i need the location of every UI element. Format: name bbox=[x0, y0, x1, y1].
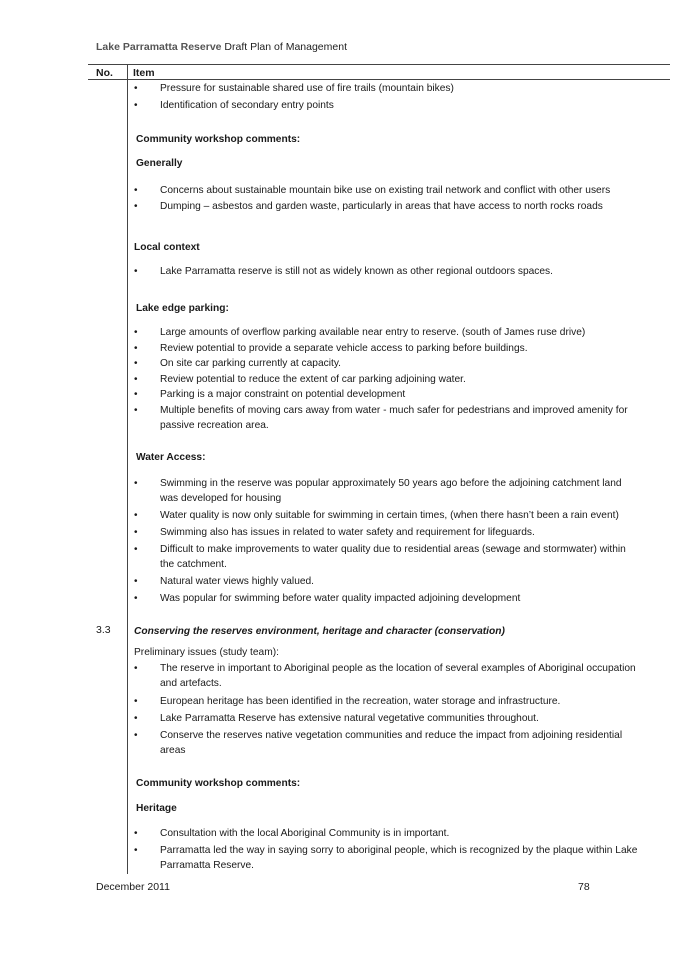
bullet: • bbox=[134, 374, 138, 385]
heading-heritage: Heritage bbox=[136, 803, 177, 814]
list-item: Concerns about sustainable mountain bike use on existing trail network and conflict with other users bbox=[160, 185, 611, 196]
heading-lake-edge-parking: Lake edge parking: bbox=[136, 303, 229, 314]
bullet: • bbox=[134, 593, 138, 604]
table-header-rule bbox=[88, 79, 670, 80]
list-item: Multiple benefits of moving cars away from water - much safer for pedestrians and improved amenity for passive recreation area. bbox=[160, 405, 628, 431]
heading-community-comments: Community workshop comments: bbox=[136, 134, 301, 145]
bullet: • bbox=[134, 510, 138, 521]
bullet: • bbox=[134, 343, 138, 354]
col-header-no: No. bbox=[96, 67, 113, 79]
list-item: European heritage has been identified in the recreation, water storage and infrastructure. bbox=[160, 696, 561, 707]
bullet: • bbox=[134, 201, 138, 212]
table-top-rule bbox=[88, 64, 670, 65]
heading-water-access: Water Access: bbox=[136, 452, 206, 463]
heading-local-context: Local context bbox=[134, 242, 200, 253]
footer-date: December 2011 bbox=[96, 881, 170, 893]
list-item: Lake Parramatta reserve is still not as widely known as other regional outdoors spaces. bbox=[160, 266, 553, 277]
list-item: On site car parking currently at capacity. bbox=[160, 358, 341, 369]
list-item: Natural water views highly valued. bbox=[160, 576, 315, 587]
header-title: Draft Plan of Management bbox=[224, 41, 347, 53]
bullet: • bbox=[134, 405, 138, 416]
bullet: • bbox=[134, 544, 138, 555]
bullet: • bbox=[134, 527, 138, 538]
list-item: Parramatta led the way in saying sorry to aboriginal people, which is recognized by the plaque within Lake Parramatta Reserve. bbox=[160, 845, 638, 871]
list-item: Consultation with the local Aboriginal Community is in important. bbox=[160, 828, 450, 839]
column-divider bbox=[127, 65, 128, 874]
list-item: Conserve the reserves native vegetation communities and reduce the impact from adjoining residential areas bbox=[160, 730, 623, 756]
list-item: Swimming in the reserve was popular approximately 50 years ago before the adjoining catchment land was developed for housing bbox=[160, 478, 622, 504]
heading-community-comments-2: Community workshop comments: bbox=[136, 778, 301, 789]
list-item: Identification of secondary entry points bbox=[160, 100, 334, 111]
bullet: • bbox=[134, 730, 138, 741]
list-item: Review potential to provide a separate vehicle access to parking before buildings. bbox=[160, 343, 528, 354]
bullet: • bbox=[134, 389, 138, 400]
bullet: • bbox=[134, 663, 138, 674]
bullet: • bbox=[134, 845, 138, 856]
section-title: Conserving the reserves environment, heritage and character (conservation) bbox=[134, 626, 505, 637]
bullet: • bbox=[134, 696, 138, 707]
list-item: Water quality is now only suitable for swimming in certain times, (when there hasn’t been a rain event) bbox=[160, 510, 619, 521]
bullet: • bbox=[134, 100, 138, 111]
list-item: Swimming also has issues in related to water safety and requirement for lifeguards. bbox=[160, 527, 535, 538]
list-item: The reserve in important to Aboriginal people as the location of several examples of Aboriginal occupation and artefacts. bbox=[160, 663, 636, 689]
footer-page-number: 78 bbox=[578, 881, 590, 893]
list-item: Lake Parramatta Reserve has extensive natural vegetative communities throughout. bbox=[160, 713, 539, 724]
bullet: • bbox=[134, 358, 138, 369]
preliminary-label: Preliminary issues (study team): bbox=[134, 647, 279, 658]
list-item: Large amounts of overflow parking available near entry to reserve. (south of James ruse drive) bbox=[160, 327, 586, 338]
bullet: • bbox=[134, 266, 138, 277]
list-item: Difficult to make improvements to water quality due to residential areas (sewage and stormwater) within the catchment. bbox=[160, 544, 626, 570]
section-number: 3.3 bbox=[96, 624, 111, 636]
list-item: Dumping – asbestos and garden waste, particularly in areas that have access to north rocks roads bbox=[160, 201, 603, 212]
list-item: Parking is a major constraint on potential development bbox=[160, 389, 406, 400]
bullet: • bbox=[134, 327, 138, 338]
list-item: Was popular for swimming before water quality impacted adjoining development bbox=[160, 593, 521, 604]
bullet: • bbox=[134, 83, 138, 94]
bullet: • bbox=[134, 576, 138, 587]
bullet: • bbox=[134, 828, 138, 839]
bullet: • bbox=[134, 713, 138, 724]
header-brand: Lake Parramatta Reserve bbox=[96, 41, 222, 53]
page-header bbox=[96, 41, 347, 53]
list-item: Pressure for sustainable shared use of fire trails (mountain bikes) bbox=[160, 83, 454, 94]
bullet: • bbox=[134, 185, 138, 196]
list-item: Review potential to reduce the extent of car parking adjoining water. bbox=[160, 374, 466, 385]
heading-generally: Generally bbox=[136, 158, 183, 169]
col-header-item: Item bbox=[133, 67, 155, 79]
bullet: • bbox=[134, 478, 138, 489]
